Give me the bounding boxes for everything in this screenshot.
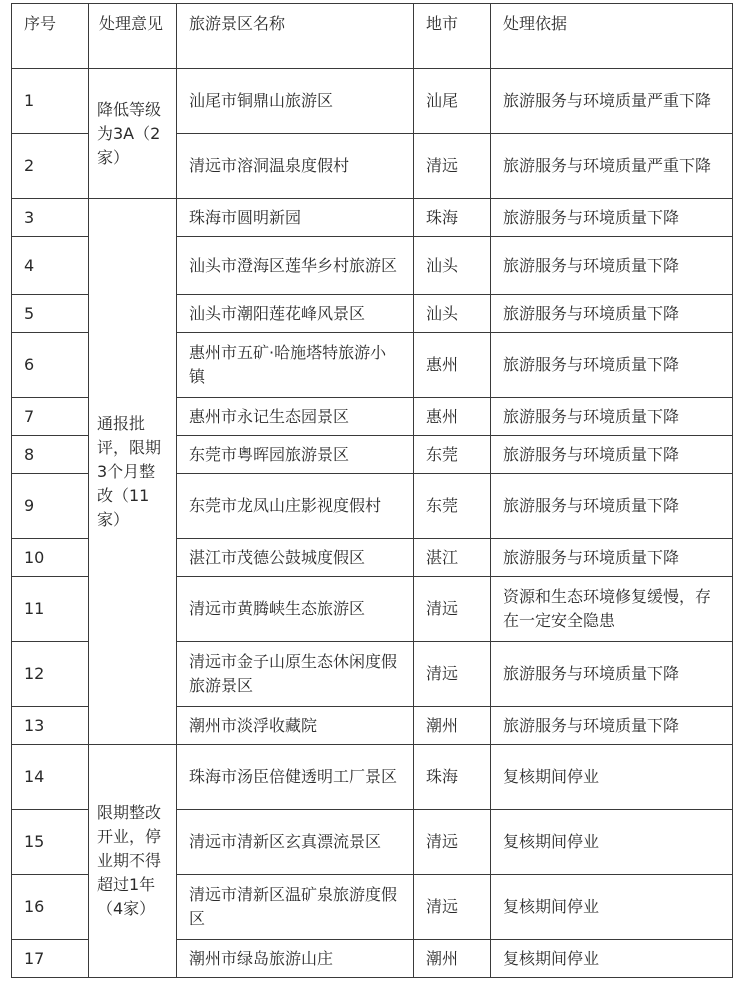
city-cell: 珠海 xyxy=(414,745,491,810)
row-number: 5 xyxy=(12,295,89,333)
scenic-area-name: 珠海市汤臣倍健透明工厂景区 xyxy=(177,745,414,810)
basis-cell: 旅游服务与环境质量下降 xyxy=(491,237,733,295)
basis-cell: 复核期间停业 xyxy=(491,940,733,978)
basis-cell: 旅游服务与环境质量下降 xyxy=(491,295,733,333)
city-cell: 汕头 xyxy=(414,295,491,333)
header-name: 旅游景区名称 xyxy=(177,4,414,69)
row-number: 8 xyxy=(12,436,89,474)
scenic-area-name: 潮州市淡浮收藏院 xyxy=(177,707,414,745)
scenic-area-name: 汕尾市铜鼎山旅游区 xyxy=(177,69,414,134)
city-cell: 清远 xyxy=(414,134,491,199)
scenic-area-name: 东莞市粤晖园旅游景区 xyxy=(177,436,414,474)
scenic-area-name: 珠海市圆明新园 xyxy=(177,199,414,237)
city-cell: 湛江 xyxy=(414,539,491,577)
basis-cell: 旅游服务与环境质量下降 xyxy=(491,398,733,436)
basis-cell: 复核期间停业 xyxy=(491,745,733,810)
basis-cell: 旅游服务与环境质量下降 xyxy=(491,436,733,474)
row-number: 3 xyxy=(12,199,89,237)
header-row xyxy=(12,4,733,69)
city-cell: 东莞 xyxy=(414,474,491,539)
row-number: 7 xyxy=(12,398,89,436)
row-number: 2 xyxy=(12,134,89,199)
row-number: 17 xyxy=(12,940,89,978)
basis-cell: 旅游服务与环境质量下降 xyxy=(491,539,733,577)
opinion-cell: 通报批评，限期3个月整改（11家） xyxy=(89,199,177,745)
scenic-area-name: 惠州市永记生态园景区 xyxy=(177,398,414,436)
header-city: 地市 xyxy=(414,4,491,69)
row-number: 15 xyxy=(12,810,89,875)
table-row xyxy=(12,745,733,810)
city-cell: 清远 xyxy=(414,577,491,642)
row-number: 14 xyxy=(12,745,89,810)
city-cell: 汕尾 xyxy=(414,69,491,134)
scenic-area-name: 湛江市茂德公鼓城度假区 xyxy=(177,539,414,577)
row-number: 6 xyxy=(12,333,89,398)
row-number: 4 xyxy=(12,237,89,295)
row-number: 9 xyxy=(12,474,89,539)
scenic-area-name: 清远市黄腾峡生态旅游区 xyxy=(177,577,414,642)
basis-cell: 资源和生态环境修复缓慢，存在一定安全隐患 xyxy=(491,577,733,642)
scenic-area-table xyxy=(11,3,733,978)
city-cell: 惠州 xyxy=(414,398,491,436)
basis-cell: 旅游服务与环境质量下降 xyxy=(491,642,733,707)
opinion-cell: 限期整改开业，停业期不得超过1年（4家） xyxy=(89,745,177,978)
basis-cell: 旅游服务与环境质量下降 xyxy=(491,474,733,539)
basis-cell: 旅游服务与环境质量严重下降 xyxy=(491,134,733,199)
scenic-area-name: 汕头市潮阳莲花峰风景区 xyxy=(177,295,414,333)
city-cell: 珠海 xyxy=(414,199,491,237)
city-cell: 东莞 xyxy=(414,436,491,474)
header-no: 序号 xyxy=(12,4,89,69)
scenic-area-name: 东莞市龙凤山庄影视度假村 xyxy=(177,474,414,539)
header-opinion: 处理意见 xyxy=(89,4,177,69)
city-cell: 汕头 xyxy=(414,237,491,295)
header-basis: 处理依据 xyxy=(491,4,733,69)
scenic-area-name: 潮州市绿岛旅游山庄 xyxy=(177,940,414,978)
scenic-area-name: 清远市清新区玄真漂流景区 xyxy=(177,810,414,875)
basis-cell: 复核期间停业 xyxy=(491,875,733,940)
basis-cell: 复核期间停业 xyxy=(491,810,733,875)
row-number: 11 xyxy=(12,577,89,642)
city-cell: 惠州 xyxy=(414,333,491,398)
scenic-area-name: 惠州市五矿·哈施塔特旅游小镇 xyxy=(177,333,414,398)
table-row xyxy=(12,199,733,237)
basis-cell: 旅游服务与环境质量下降 xyxy=(491,707,733,745)
city-cell: 清远 xyxy=(414,642,491,707)
scenic-area-name: 清远市金子山原生态休闲度假旅游景区 xyxy=(177,642,414,707)
scenic-area-name: 清远市清新区温矿泉旅游度假区 xyxy=(177,875,414,940)
row-number: 12 xyxy=(12,642,89,707)
city-cell: 清远 xyxy=(414,875,491,940)
city-cell: 潮州 xyxy=(414,707,491,745)
row-number: 1 xyxy=(12,69,89,134)
basis-cell: 旅游服务与环境质量严重下降 xyxy=(491,69,733,134)
row-number: 10 xyxy=(12,539,89,577)
row-number: 13 xyxy=(12,707,89,745)
city-cell: 潮州 xyxy=(414,940,491,978)
opinion-cell: 降低等级为3A（2家） xyxy=(89,69,177,199)
city-cell: 清远 xyxy=(414,810,491,875)
basis-cell: 旅游服务与环境质量下降 xyxy=(491,333,733,398)
scenic-area-name: 汕头市澄海区莲华乡村旅游区 xyxy=(177,237,414,295)
row-number: 16 xyxy=(12,875,89,940)
scenic-area-name: 清远市溶洞温泉度假村 xyxy=(177,134,414,199)
basis-cell: 旅游服务与环境质量下降 xyxy=(491,199,733,237)
table-row xyxy=(12,69,733,134)
table-body xyxy=(12,4,733,978)
